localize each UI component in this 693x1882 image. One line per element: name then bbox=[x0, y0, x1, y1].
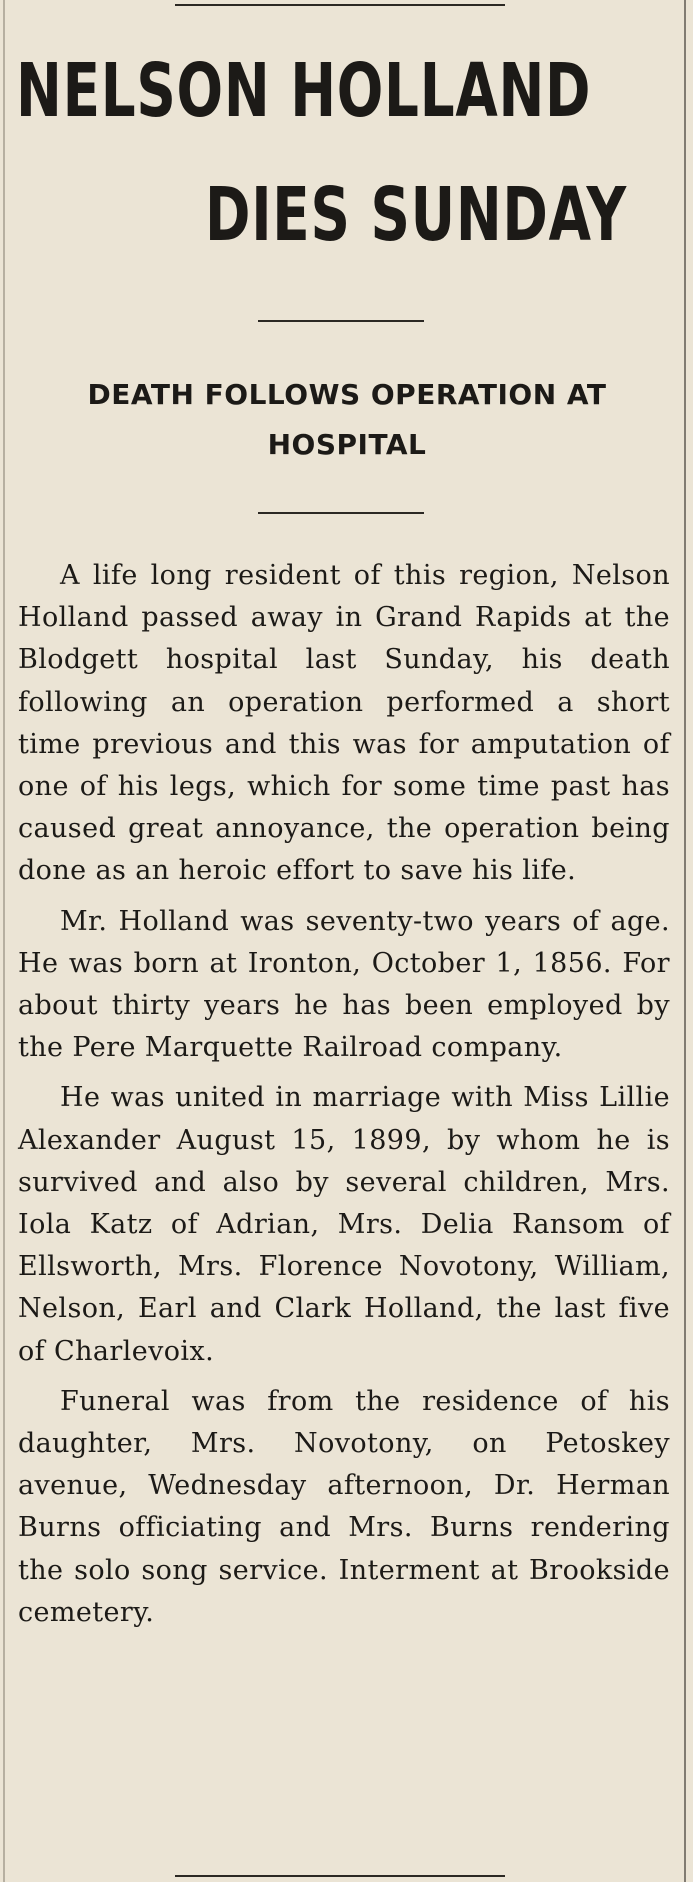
paragraph-3: He was united in marriage with Miss Lillie Alexander August 15, 1899, by whom he is survived and also by several children, Mrs. Iola Katz of Adrian, Mrs. Delia Ransom of Ellsworth, Mrs. Florence Novotony, William, Nelson, Earl and Clark Holland, the last five of Charlevoix. bbox=[18, 1082, 670, 1367]
paragraph-1: A life long resident of this region, Nelson Holland passed away in Grand Rapids at the Blodgett hospital last Sunday, his death following an operation performed a short time previous and this was for amputation of one of his legs, which for some time past has caused great annoyance, the operation being done as an heroic effort to save his life. bbox=[18, 560, 670, 887]
top-rule bbox=[175, 4, 505, 6]
column-rule-right bbox=[684, 0, 686, 1882]
headline-divider bbox=[258, 320, 424, 322]
bottom-rule bbox=[175, 1875, 505, 1877]
subheadline: DEATH FOLLOWS OPERATION AT HOSPITAL bbox=[87, 378, 607, 461]
subhead-divider bbox=[258, 512, 424, 514]
paragraph-4: Funeral was from the residence of his daughter, Mrs. Novotony, on Petoskey avenue, Wednesday afternoon, Dr. Herman Burns officiating and Mrs. Burns rendering the solo song service. Interment at Brookside cemetery. bbox=[18, 1385, 670, 1628]
headline-line-1: NELSON HOLLAND bbox=[16, 48, 592, 134]
headline-line-2: DIES SUNDAY bbox=[205, 172, 627, 258]
column-rule-left bbox=[3, 0, 5, 1882]
article-body bbox=[18, 555, 670, 1642]
paragraph-2: Mr. Holland was seventy-two years of age. He was born at Ironton, October 1, 1856. For about thirty years he has been employed by the Pere Marquette Railroad company. bbox=[18, 905, 670, 1064]
